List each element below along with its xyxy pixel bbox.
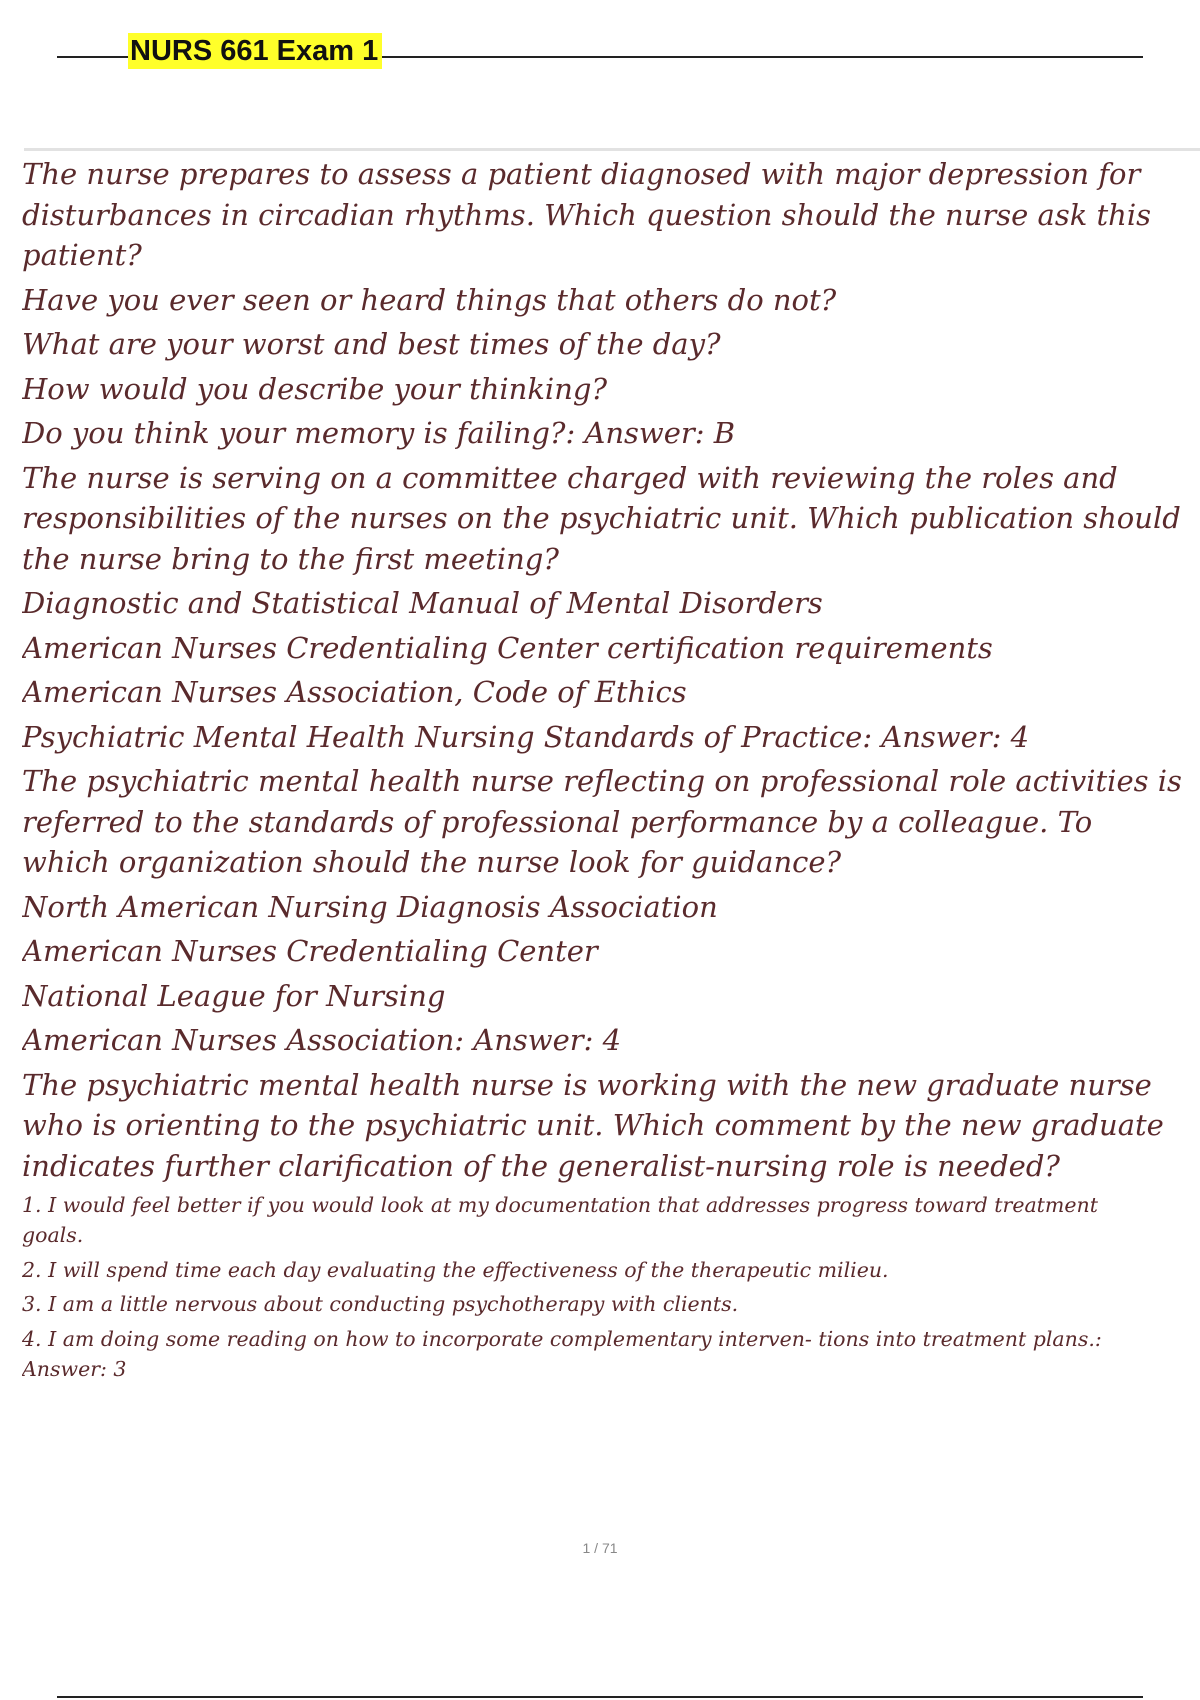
page-number: 1 / 71 [582,1540,618,1556]
question-text-line: The nurse prepares to assess a patient diagnosed with major depression for [22,157,1141,191]
answer-option: American Nurses Credentialing Center [22,934,598,968]
answer-option: Do you think your memory is failing?: Answer: B [22,416,736,450]
answer-option: 1. I would feel better if you would look at my documentation that addresses progress toward treatment [22,1193,1098,1217]
question-text-line: referred to the standards of professional performance by a colleague. To [22,804,1093,839]
question-block-4 [22,1065,1200,1385]
question-block-1 [22,154,1200,454]
answer-option: Diagnostic and Statistical Manual of Mental Disorders [22,586,823,620]
footer-rule [57,1696,1143,1698]
question-text-line: the nurse bring to the first meeting? [22,541,559,576]
question-text-line: patient? [22,238,142,272]
answer-option: American Nurses Credentialing Center certification requirements [22,630,993,665]
document-title: NURS 661 Exam 1 [128,33,382,69]
answer-option: How would you describe your thinking? [22,371,607,406]
answer-option: North American Nursing Diagnosis Association [22,889,718,924]
answer-key: Answer: 3 [22,1356,127,1381]
answer-option: What are your worst and best times of the day? [22,327,721,361]
question-text-line: who is orienting to the psychiatric unit. Which comment by the new graduate [22,1108,1164,1142]
question-block-3 [22,761,1200,1061]
answer-option: 3. I am a little nervous about conducting psychotherapy with clients. [22,1292,739,1317]
question-text-line: disturbances in circadian rhythms. Which question should the nurse ask this [22,197,1151,232]
answer-option: 2. I will spend time each day evaluating the effectiveness of the therapeutic milieu. [22,1257,889,1282]
answer-option-continuation: goals. [22,1222,84,1247]
question-text-line: responsibilities of the nurses on the psychiatric unit. Which publication should [22,501,1181,535]
question-text-line: which organization should the nurse look for guidance? [22,845,842,879]
question-text-line: The psychiatric mental health nurse is working with the new graduate nurse [22,1067,1152,1102]
question-text-line: indicates further clarification of the generalist-nursing role is needed? [22,1148,1060,1183]
answer-option: Psychiatric Mental Health Nursing Standards of Practice: Answer: 4 [22,719,1030,754]
answer-option: 4. I am doing some reading on how to incorporate complementary interven- tions into treatment plans.: [22,1327,1102,1352]
question-text-line: The nurse is serving on a committee charged with reviewing the roles and [22,460,1118,495]
answer-option: American Nurses Association: Answer: 4 [22,1023,622,1057]
document-body [22,154,1200,1385]
answer-option: American Nurses Association, Code of Ethics [22,675,687,709]
answer-option: National League for Nursing [22,978,446,1013]
question-text-line: The psychiatric mental health nurse reflecting on professional role activities is [22,764,1182,798]
answer-option: Have you ever seen or heard things that others do not? [22,282,837,317]
question-block-2 [22,458,1200,758]
content-divider [24,148,1200,151]
